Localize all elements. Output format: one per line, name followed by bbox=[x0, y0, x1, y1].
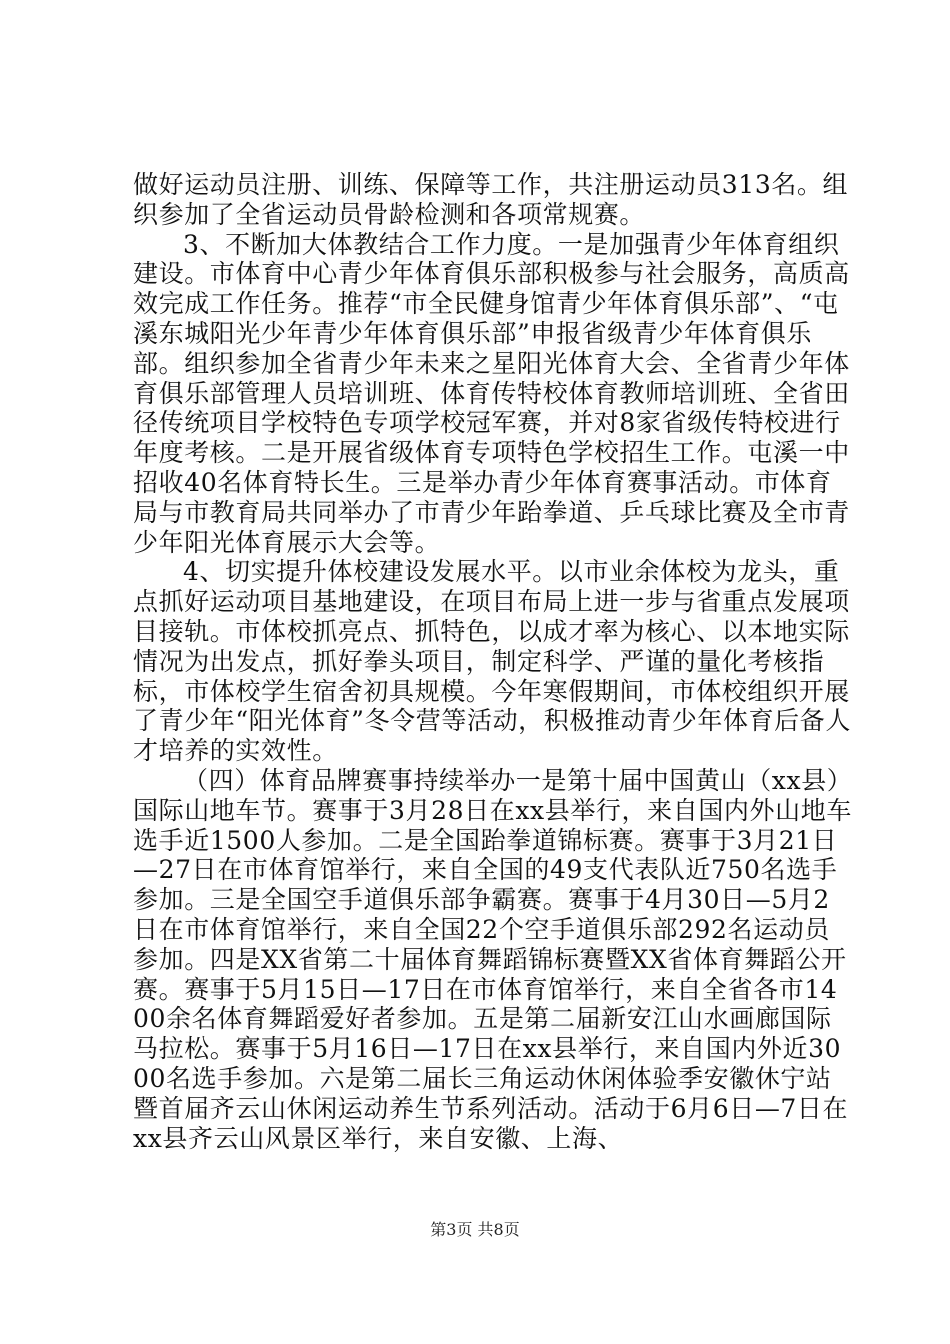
paragraph-4: （四）体育品牌赛事持续举办一是第十届中国黄山（xx县）国际山地车节。赛事于3月28日在xx县举行，来自国内外山地车选手近1500人参加。二是全国跆拳道锦标赛。赛事于3月21日—27日在市体育馆举行，来自全国的49支代表队近750名选手参加。三是全国空手道俱乐部争霸赛。赛事于4月30日—5月2日在市体育馆举行，来自全国22个空手道俱乐部292名运动员参加。四是XX省第二十届体育舞蹈锦标赛暨XX省体育舞蹈公开赛。赛事于5月15日—17日在市体育馆举行，来自全省各市1400余名体育舞蹈爱好者参加。五是第二届新安江山水画廊国际马拉松。赛事于5月16日—17日在xx县举行，来自国内外近3000名选手参加。六是第二届长三角运动休闲体验季安徽休宁站暨首届齐云山休闲运动养生节系列活动。活动于6月6日—7日在xx县齐云山风景区举行，来自安徽、上海、 bbox=[133, 765, 853, 1153]
paragraph-1: 做好运动员注册、训练、保障等工作，共注册运动员313名。组织参加了全省运动员骨龄检测和各项常规赛。 bbox=[133, 170, 849, 229]
paragraph-3: 4、切实提升体校建设发展水平。以市业余体校为龙头，重点抓好运动项目基地建设，在项目布局上进一步与省重点发展项目接轨。市体校抓亮点、抓特色，以成才率为核心、以本地实际情况为出发点，抓好拳头项目，制定科学、严谨的量化考核指标，市体校学生宿舍初具规模。今年寒假期间，市体校组织开展了青少年“阳光体育”冬令营等活动，积极推动青少年体育后备人才培养的实效性。 bbox=[133, 557, 851, 766]
page-footer: 第3页 共8页 bbox=[430, 1220, 520, 1239]
document-body bbox=[133, 170, 853, 1153]
paragraph-2: 3、不断加大体教结合工作力度。一是加强青少年体育组织建设。市体育中心青少年体育俱乐部积极参与社会服务，高质高效完成工作任务。推荐“市全民健身馆青少年体育俱乐部”、“屯溪东城阳光少年青少年体育俱乐部”申报省级青少年体育俱乐部。组织参加全省青少年未来之星阳光体育大会、全省青少年体育俱乐部管理人员培训班、体育传特校体育教师培训班、全省田径传统项目学校特色专项学校冠军赛，并对8家省级传特校进行年度考核。二是开展省级体育专项特色学校招生工作。屯溪一中招收40名体育特长生。三是举办青少年体育赛事活动。市体育局与市教育局共同举办了市青少年跆拳道、乒乓球比赛及全市青少年阳光体育展示大会等。 bbox=[133, 229, 850, 557]
